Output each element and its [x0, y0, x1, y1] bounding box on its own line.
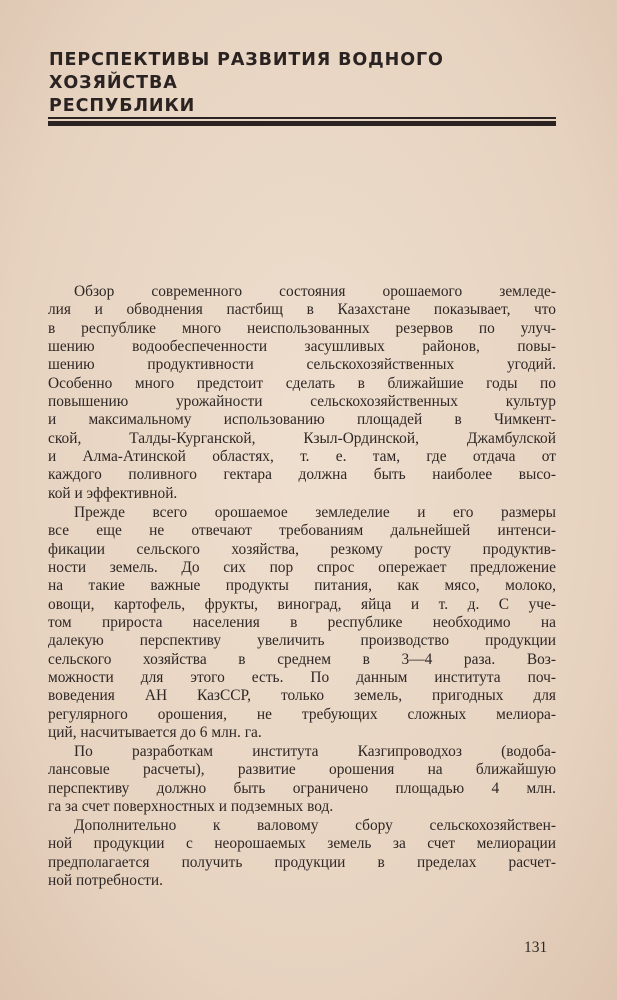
paragraph — [48, 283, 556, 503]
text-line: можности для этого есть. По данным института поч- — [48, 668, 556, 686]
text-line: том прироста населения в республике необходимо на — [48, 613, 556, 631]
text-line: на такие важные продукты питания, как мясо, молоко, — [48, 577, 556, 595]
text-line: лия и обводнения пастбищ в Казахстане показывает, что — [48, 301, 556, 319]
text-line: перспективу должно быть ограничено площадью 4 млн. — [48, 779, 556, 797]
paragraph — [48, 817, 556, 890]
page-number: 131 — [524, 939, 548, 956]
text-line: лансовые расчеты), развитие орошения на ближайшую — [48, 761, 556, 779]
text-line: га за счет поверхностных и подземных вод. — [48, 798, 334, 815]
title-rule-thin — [48, 117, 556, 119]
chapter-title-line: ПЕРСПЕКТИВЫ РАЗВИТИЯ ВОДНОГО ХОЗЯЙСТВА — [49, 50, 444, 93]
text-line: и максимальному использованию площадей в Чимкент- — [48, 411, 556, 429]
text-line: ций, насчитывается до 6 млн. га. — [48, 723, 262, 741]
text-line: в республике много неиспользованных резервов по улуч- — [48, 319, 556, 337]
text-line: фикации сельского хозяйства, резкому росту продуктив- — [48, 540, 556, 558]
text-line: Дополнительно к валовому сбору сельскохозяйствен- — [74, 817, 556, 835]
text-line: кой и эффективной. — [48, 484, 178, 502]
text-line: Обзор современного состояния орошаемого земледе- — [74, 283, 556, 300]
text-line: все еще не отвечают требованиям дальнейшей интенси- — [48, 522, 556, 540]
text-line: ской, Талды-Курганской, Кзыл-Ординской, Джамбулской — [48, 429, 556, 447]
text-line: шению водообеспеченности засушливых районов, повы- — [48, 338, 556, 356]
text-line: сельского хозяйства в среднем в 3—4 раза. Воз- — [48, 650, 556, 668]
text-line: овощи, картофель, фрукты, виноград, яйца и т. д. С уче- — [48, 595, 556, 613]
text-line: воведения АН КазССР, только земель, пригодных для — [48, 687, 556, 705]
paragraph — [48, 504, 556, 742]
body-text — [48, 283, 556, 891]
text-line: По разработкам института Казгипроводхоз (водоба- — [74, 742, 556, 760]
text-line: шению продуктивности сельскохозяйственных угодий. — [48, 356, 556, 374]
text-line: Особенно много предстоит сделать в ближайшие годы по — [48, 374, 556, 392]
title-rule-thick — [48, 121, 556, 126]
paragraph — [48, 743, 556, 816]
chapter-title-line: РЕСПУБЛИКИ — [49, 96, 196, 116]
text-line: ности земель. До сих пор спрос опережает предложение — [48, 558, 556, 576]
text-line: повышению урожайности сельскохозяйственных культур — [48, 393, 556, 411]
text-line: регулярного орошения, не требующих сложных мелиора- — [48, 705, 556, 723]
text-line: и Алма-Атинской областях, т. е. там, где отдача от — [48, 448, 556, 466]
text-line: предполагается получить продукции в пределах расчет- — [48, 853, 556, 871]
text-line: ной продукции с неорошаемых земель за счет мелиорации — [48, 835, 556, 853]
text-line: каждого поливного гектара должна быть наиболее высо- — [48, 466, 556, 484]
text-line: далекую перспективу увеличить производство продукции — [48, 632, 556, 650]
text-line: ной потребности. — [48, 872, 163, 890]
chapter-title — [49, 49, 569, 118]
text-line: Прежде всего орошаемое земледелие и его размеры — [74, 503, 556, 521]
